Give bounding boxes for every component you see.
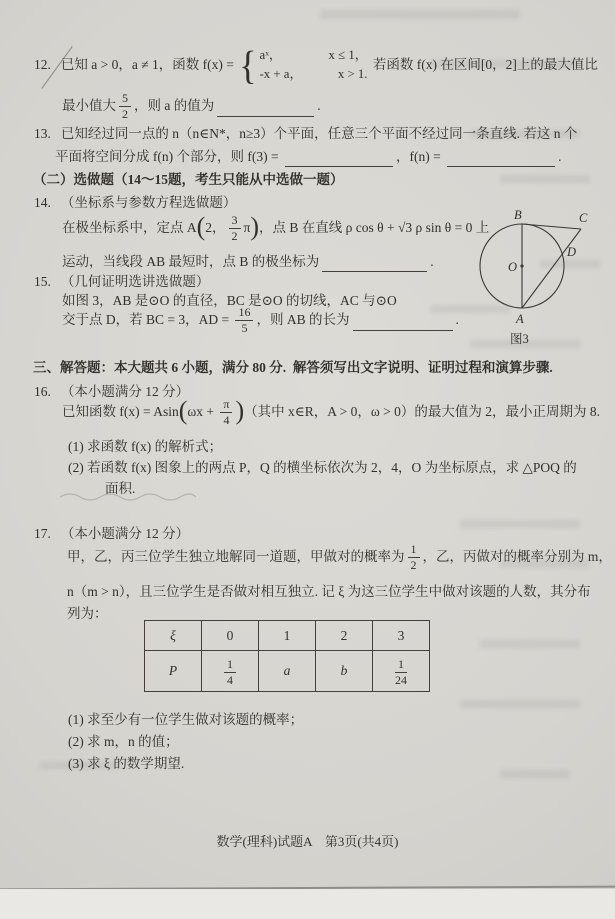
q16-text-1: 已知函数 f(x) = Asin bbox=[62, 404, 179, 420]
tangent-BC bbox=[522, 224, 581, 229]
q16-item-1 bbox=[68, 437, 222, 457]
fraction-numerator: 5 bbox=[119, 92, 131, 107]
q14-polar-coord-pre: 2， bbox=[205, 220, 226, 236]
bleed-artifact bbox=[460, 700, 580, 708]
q12-number: 12. bbox=[34, 57, 51, 73]
fraction-denominator: 4 bbox=[223, 412, 230, 427]
q13-text-1: 已知经过同一点的 n（n∈N*，n≥3）个平面，任意三个平面不经过同一条直线. 若这 n 个 bbox=[60, 126, 578, 141]
q13-period: . bbox=[558, 149, 562, 164]
q17-number: 17. bbox=[34, 526, 51, 541]
q12-text-2: 最小值大 bbox=[62, 98, 116, 114]
fraction-numerator: 1 bbox=[224, 658, 236, 673]
fraction-pi-4 bbox=[220, 398, 232, 426]
fraction-16-5 bbox=[235, 306, 253, 334]
q13-text-3: ，f(n) = bbox=[395, 149, 445, 164]
section-3-heading-text: 三、解答题：本大题共 6 小题，满分 80 分. 解答须写出文字说明、证明过程和演算步骤. bbox=[33, 360, 553, 375]
section-2-heading-text: （二）选做题（14～15题，考生只能从中选做一题） bbox=[33, 172, 344, 187]
cell-p2: b bbox=[316, 651, 373, 692]
q16-item-1-text: (1) 求函数 f(x) 的解析式； bbox=[68, 439, 223, 454]
q14-text-1: 在极坐标系中，定点 A bbox=[62, 220, 197, 236]
distribution-table bbox=[144, 620, 430, 692]
q16-title: （本小题满分 12 分） bbox=[60, 384, 190, 399]
label-O: O bbox=[508, 260, 518, 274]
piecewise-row-2 bbox=[260, 65, 368, 84]
q13-answer-blank-1 bbox=[285, 156, 393, 167]
fraction-denominator: 2 bbox=[410, 557, 417, 572]
q17-item-2-text: (2) 求 m，n 的值； bbox=[68, 734, 179, 749]
cell-0: 0 bbox=[202, 621, 259, 651]
fraction-denominator: 4 bbox=[227, 672, 233, 687]
piecewise-rows bbox=[260, 46, 368, 84]
q17-text-1: 甲，乙，丙三位学生独立地解同一道题，甲做对的概率为 bbox=[67, 549, 405, 565]
close-paren: ) bbox=[250, 212, 260, 242]
q13-text-2: 平面将空间分成 f(n) 个部分，则 f(3) = bbox=[55, 149, 282, 164]
q14-line-2 bbox=[62, 252, 434, 272]
fraction-1-4 bbox=[224, 658, 236, 686]
q17-line-2 bbox=[67, 582, 591, 602]
q12-answer-blank bbox=[217, 106, 314, 117]
cell-xi: ξ bbox=[145, 621, 202, 651]
q15-text-2: 交于点 D，若 BC = 3，AD = bbox=[62, 312, 233, 328]
label-C: C bbox=[579, 211, 588, 225]
figure-circle-diagram bbox=[455, 203, 615, 353]
q15-text-3: ，则 AB 的长为 bbox=[256, 312, 350, 328]
center-dot bbox=[520, 264, 523, 267]
piecewise-row2-expr: -x + a， bbox=[259, 67, 303, 82]
bleed-artifact bbox=[500, 770, 570, 778]
label-D: D bbox=[567, 245, 577, 259]
q17-item-1 bbox=[68, 710, 303, 730]
fraction-numerator: 16 bbox=[235, 306, 253, 321]
q16-sin-arg: ωx + bbox=[187, 404, 218, 420]
q17-item-3-text: (3) 求 ξ 的数学期望. bbox=[68, 756, 185, 771]
fraction-numerator: 1 bbox=[395, 658, 407, 673]
q14-answer-blank bbox=[322, 261, 427, 272]
q13-number: 13. bbox=[34, 126, 51, 141]
q17-title-line bbox=[34, 524, 189, 544]
piecewise-brace: { bbox=[239, 42, 257, 88]
q15-title: （几何证明选讲选做题） bbox=[60, 274, 210, 289]
q17-item-2 bbox=[68, 732, 179, 752]
q15-line-2 bbox=[62, 306, 459, 334]
fraction-numerator: π bbox=[220, 398, 232, 413]
open-paren: ( bbox=[196, 212, 206, 242]
section-2-heading bbox=[33, 170, 344, 190]
q15-text-1: 如图 3，AB 是⊙O 的直径，BC 是⊙O 的切线，AC 与⊙O bbox=[62, 293, 397, 308]
cell-3: 3 bbox=[373, 621, 430, 651]
cell-p3 bbox=[373, 651, 430, 692]
piecewise-row1-expr: aˣ， bbox=[259, 48, 282, 62]
scanner-background bbox=[0, 889, 615, 919]
q15-title-line bbox=[34, 272, 209, 292]
page-footer-text: 数学(理科)试题A 第3页(共4页) bbox=[216, 834, 399, 849]
q14-number: 14. bbox=[34, 195, 51, 210]
close-paren: ) bbox=[235, 396, 245, 426]
q16-text-2: （其中 x∈R，A > 0，ω > 0）的最大值为 2，最小正周期为 8. bbox=[244, 404, 601, 420]
q17-item-3 bbox=[68, 754, 184, 774]
fraction-5-2 bbox=[119, 92, 131, 120]
q12-period: . bbox=[317, 98, 321, 114]
table-row-p bbox=[145, 651, 430, 692]
q12-text-3: ，则 a 的值为 bbox=[134, 98, 215, 114]
fraction-denominator: 2 bbox=[231, 228, 238, 243]
q16-item-2-text: (2) 若函数 f(x) 图象上的两点 P，Q 的横坐标依次为 2，4，O 为坐标原点，求 △POQ 的 bbox=[68, 460, 577, 475]
piecewise-function bbox=[239, 42, 368, 88]
fraction-denominator: 24 bbox=[395, 672, 407, 687]
q13-line-2 bbox=[55, 147, 561, 167]
q14-title: （坐标系与参数方程选做题） bbox=[60, 195, 237, 210]
bleed-artifact bbox=[500, 175, 590, 183]
q16-item-2-cont bbox=[105, 479, 135, 499]
q17-title: （本小题满分 12 分） bbox=[60, 526, 190, 541]
q12-text-post: 若函数 f(x) 在区间[0，2]上的最大值比 bbox=[369, 57, 598, 73]
label-A: A bbox=[516, 312, 524, 326]
q14-text-3: 运动，当线段 AB 最短时，点 B 的极坐标为 bbox=[62, 254, 320, 269]
q14-text-2: ，点 B 在直线 ρ cos θ + √3 ρ sin θ = 0 上 bbox=[259, 220, 490, 236]
cell-2: 2 bbox=[316, 621, 373, 651]
open-paren: ( bbox=[178, 396, 188, 426]
cell-p0 bbox=[202, 651, 259, 692]
fraction-1-24 bbox=[395, 658, 407, 686]
q14-title-line bbox=[34, 193, 236, 213]
q12-line-1 bbox=[34, 42, 598, 88]
fraction-1-2 bbox=[408, 543, 420, 571]
page-footer bbox=[0, 831, 615, 850]
q16-line-1 bbox=[62, 398, 600, 426]
bleed-artifact bbox=[460, 520, 580, 528]
piecewise-row1-cond: x ≤ 1， bbox=[328, 48, 368, 62]
fraction-numerator: 3 bbox=[229, 214, 241, 229]
cell-1: 1 bbox=[259, 621, 316, 651]
q13-answer-blank-2 bbox=[447, 156, 555, 167]
q17-text-2: ，乙，丙做对的概率分别为 m， bbox=[422, 549, 612, 565]
q14-period: . bbox=[430, 254, 434, 269]
label-B: B bbox=[514, 208, 522, 222]
q17-text-3: n（m > n），且三位学生是否做对相互独立. 记 ξ 为这三位学生中做对该题的人数，其分布 bbox=[67, 584, 591, 599]
q17-text-4: 列为： bbox=[67, 606, 108, 621]
bleed-artifact bbox=[320, 10, 520, 19]
table-row-xi bbox=[145, 621, 430, 651]
cell-p1: a bbox=[259, 651, 316, 692]
fraction-denominator: 2 bbox=[122, 106, 128, 121]
fraction-3-2 bbox=[229, 214, 241, 242]
q16-item-2 bbox=[68, 458, 577, 478]
q14-polar-coord-pi: π bbox=[243, 220, 251, 236]
q15-period: . bbox=[455, 312, 459, 328]
q15-number: 15. bbox=[34, 274, 51, 289]
q15-answer-blank bbox=[353, 320, 453, 331]
q16-item-2-cont-text: 面积. bbox=[105, 481, 136, 496]
figure-caption: 图3 bbox=[510, 332, 529, 346]
cell-P: P bbox=[145, 651, 202, 692]
q16-number: 16. bbox=[34, 384, 51, 399]
fraction-denominator: 5 bbox=[241, 320, 248, 335]
piecewise-row2-cond: x > 1. bbox=[337, 67, 368, 82]
q12-text-pre: 已知 a > 0，a ≠ 1，函数 f(x) = bbox=[60, 57, 238, 73]
q14-line-1 bbox=[62, 214, 489, 242]
q17-item-1-text: (1) 求至少有一位学生做对该题的概率； bbox=[68, 712, 304, 727]
q17-line-3 bbox=[67, 604, 108, 624]
q13-line-1 bbox=[34, 124, 577, 144]
q17-line-1 bbox=[67, 543, 612, 571]
section-3-heading bbox=[33, 358, 553, 378]
q12-line-2 bbox=[62, 92, 321, 120]
bleed-artifact bbox=[480, 640, 580, 648]
fraction-numerator: 1 bbox=[408, 543, 420, 558]
piecewise-row-1 bbox=[260, 46, 368, 65]
